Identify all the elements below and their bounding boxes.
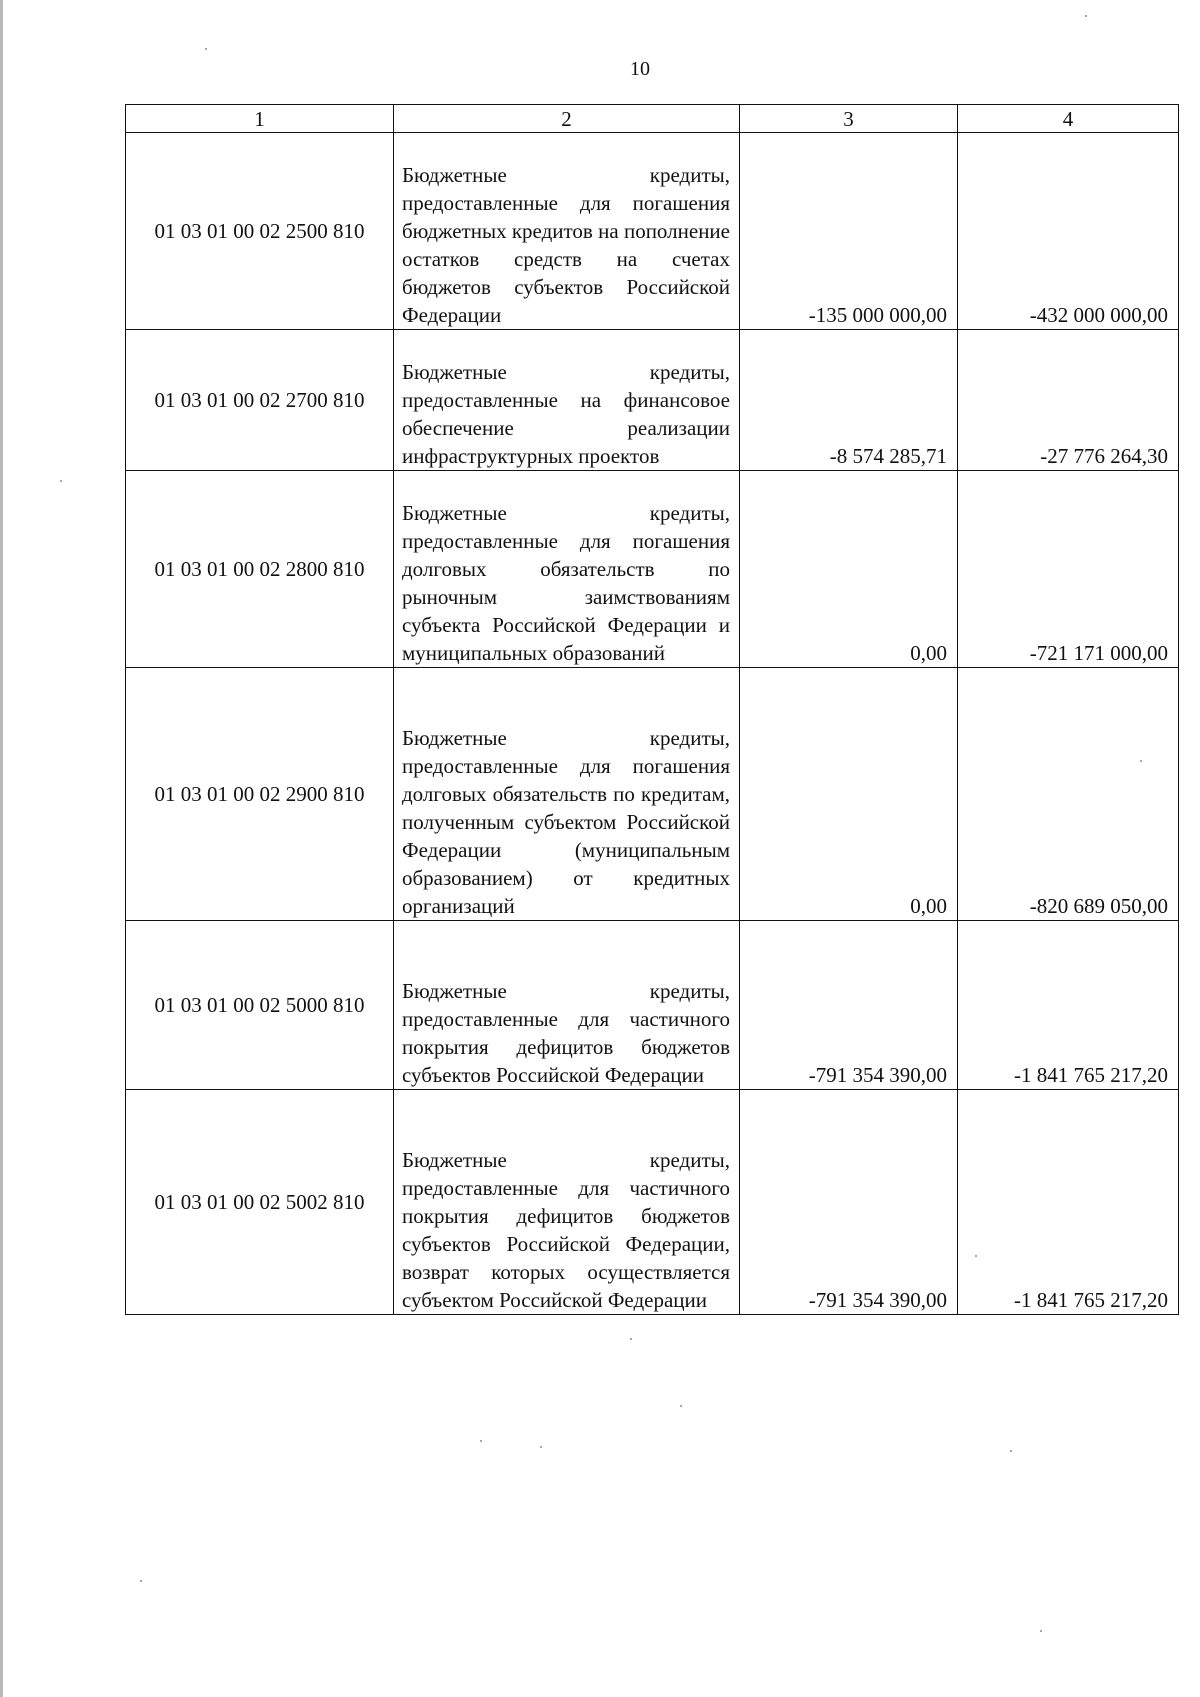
scan-speck	[480, 1440, 482, 1442]
budget-code: 01 03 01 00 02 2800 810	[126, 471, 394, 668]
item-name: Бюджетные кредиты, предоставленные для погашения бюджетных кредитов на пополнение остатков средств на счетах бюджетов субъектов Российской Федерации	[394, 133, 740, 330]
budget-code: 01 03 01 00 02 2900 810	[126, 668, 394, 921]
budget-code: 01 03 01 00 02 2700 810	[126, 330, 394, 471]
value-column-4: -820 689 050,00	[958, 668, 1179, 921]
table-row	[126, 133, 1179, 330]
column-header-4: 4	[958, 105, 1179, 133]
item-name: Бюджетные кредиты, предоставленные для частичного покрытия дефицитов бюджетов субъектов Российской Федерации	[394, 921, 740, 1090]
value-column-3: -791 354 390,00	[740, 1090, 958, 1315]
scan-speck	[1140, 760, 1142, 762]
scan-speck	[1040, 1630, 1042, 1632]
item-name: Бюджетные кредиты, предоставленные для погашения долговых обязательств по кредитам, полученным субъектом Российской Федерации (муниципальным образованием) от кредитных организаций	[394, 668, 740, 921]
scan-speck	[60, 480, 62, 482]
scan-speck	[205, 48, 207, 50]
value-column-4: -1 841 765 217,20	[958, 1090, 1179, 1315]
value-column-3: -135 000 000,00	[740, 133, 958, 330]
value-column-3: 0,00	[740, 471, 958, 668]
value-column-3: -791 354 390,00	[740, 921, 958, 1090]
page-number: 10	[630, 58, 650, 80]
scan-speck	[1010, 1450, 1012, 1452]
table-row	[126, 471, 1179, 668]
scan-speck	[680, 1405, 682, 1407]
budget-code: 01 03 01 00 02 5002 810	[126, 1090, 394, 1315]
column-header-2: 2	[394, 105, 740, 133]
budget-sources-table	[125, 104, 1179, 1315]
value-column-3: -8 574 285,71	[740, 330, 958, 471]
value-column-4: -721 171 000,00	[958, 471, 1179, 668]
value-column-4: -1 841 765 217,20	[958, 921, 1179, 1090]
table-row	[126, 330, 1179, 471]
scan-edge	[0, 0, 3, 1697]
column-header-3: 3	[740, 105, 958, 133]
scan-speck	[540, 1446, 542, 1448]
table-row	[126, 921, 1179, 1090]
scan-speck	[140, 1580, 142, 1582]
value-column-4: -432 000 000,00	[958, 133, 1179, 330]
value-column-4: -27 776 264,30	[958, 330, 1179, 471]
budget-code: 01 03 01 00 02 2500 810	[126, 133, 394, 330]
item-name: Бюджетные кредиты, предоставленные для частичного покрытия дефицитов бюджетов субъектов Российской Федерации, возврат которых осуществляется субъектом Российской Федерации	[394, 1090, 740, 1315]
item-name: Бюджетные кредиты, предоставленные для погашения долговых обязательств по рыночным заимствованиям субъекта Российской Федерации и муниципальных образований	[394, 471, 740, 668]
table-row	[126, 668, 1179, 921]
table-row	[126, 1090, 1179, 1315]
table-header-row	[126, 105, 1179, 133]
scan-speck	[1085, 15, 1087, 17]
scan-speck	[975, 1255, 977, 1257]
value-column-3: 0,00	[740, 668, 958, 921]
item-name: Бюджетные кредиты, предоставленные на финансовое обеспечение реализации инфраструктурных проектов	[394, 330, 740, 471]
budget-code: 01 03 01 00 02 5000 810	[126, 921, 394, 1090]
scan-speck	[630, 1338, 632, 1340]
column-header-1: 1	[126, 105, 394, 133]
